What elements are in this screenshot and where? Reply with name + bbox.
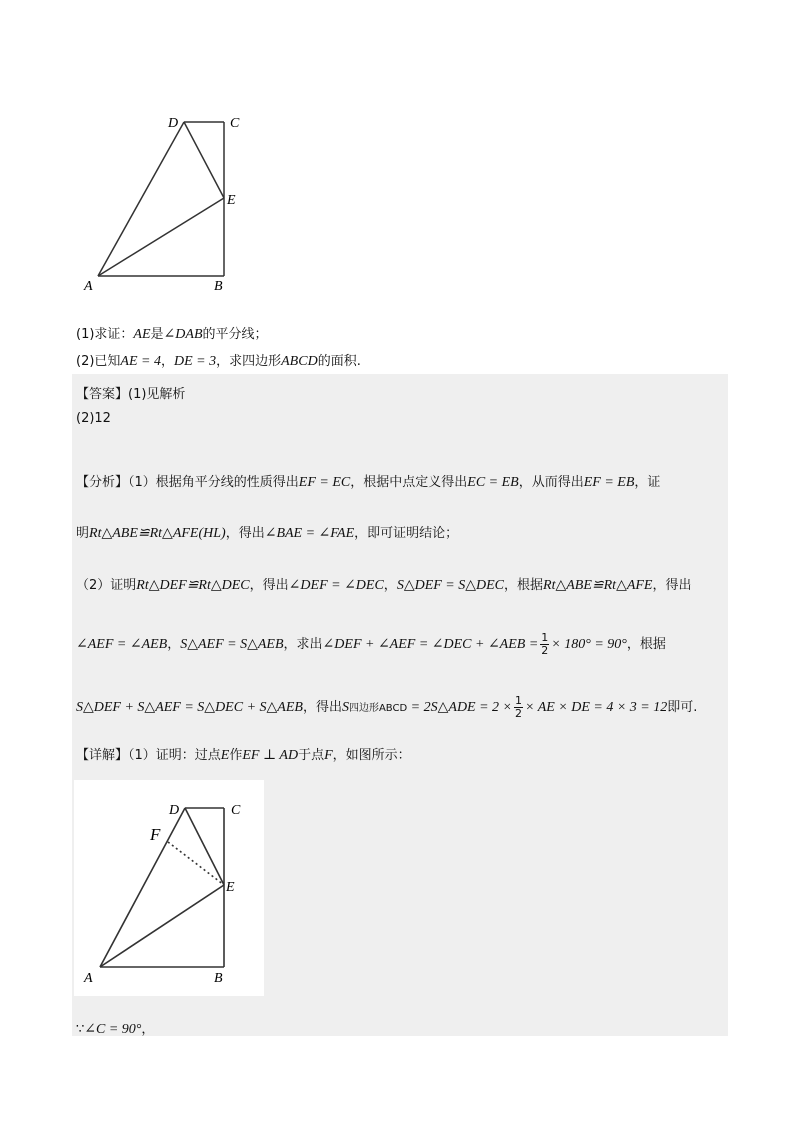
label-c: C	[230, 116, 240, 131]
segment-de	[184, 122, 224, 198]
analysis-line-5: S△DEF + S△AEF = S△DEC + S△AEB，得出S四边形ABCD = 2S△ADE = 2 × $\frac{1}{2}$ × AE × DE = 4 × 3 = 12即可.	[76, 694, 698, 720]
answer-line-2: (2)12	[76, 411, 111, 426]
segment-ae	[98, 198, 224, 276]
analysis-line-1: 【分析】（1）根据角平分线的性质得出EF = EC，根据中点定义得出EC = EB，从而得出EF = EB，证	[76, 475, 661, 490]
fraction-half: $\frac{1}{2}$	[541, 631, 549, 657]
label-c: C	[231, 803, 241, 818]
label-d: D	[169, 803, 180, 818]
label-b: B	[214, 279, 223, 294]
detail-line-1: 【详解】（1）证明：过点E作EF ⊥ AD于点F，如图所示：	[76, 748, 411, 763]
segment-da	[98, 122, 184, 276]
analysis-line-3: （2）证明Rt△DEF≌Rt△DEC，得出∠DEF = ∠DEC，S△DEF = S△DEC，根据Rt△ABE≌Rt△AFE，得出	[76, 578, 692, 593]
last-line: ∵∠C = 90°，	[76, 1022, 155, 1037]
analysis-line-4: ∠AEF = ∠AEB，S△AEF = S△AEB，求出∠DEF + ∠AEF = ∠DEC + ∠AEB = $\frac{1}{2}$ × 180° = 90°，根据	[76, 631, 666, 657]
analysis-line-2: 明Rt△ABE≌Rt△AFE(HL)，得出∠BAE = ∠FAE，即可证明结论；	[76, 526, 459, 541]
answer-line-1: 【答案】(1)见解析	[76, 387, 186, 402]
question-2: (2)已知AE = 4，DE = 3，求四边形ABCD的面积.	[76, 354, 361, 369]
figure-2-box	[74, 780, 264, 996]
question-1: (1)求证：AE是∠DAB的平分线；	[76, 327, 268, 342]
figure-quadrilateral-with-f	[74, 780, 264, 996]
fraction-half-2: $\frac{1}{2}$	[515, 694, 522, 720]
segment-da	[100, 808, 185, 967]
label-a: A	[84, 279, 93, 294]
label-e: E	[226, 880, 235, 895]
figure-quadrilateral	[80, 108, 250, 298]
label-d: D	[168, 116, 179, 131]
label-a: A	[84, 971, 93, 986]
segment-ef-dotted	[168, 842, 224, 885]
segment-ae	[100, 885, 224, 967]
segment-de	[185, 808, 224, 885]
label-e: E	[227, 193, 236, 208]
label-b: B	[214, 971, 223, 986]
label-f: F	[150, 825, 161, 844]
